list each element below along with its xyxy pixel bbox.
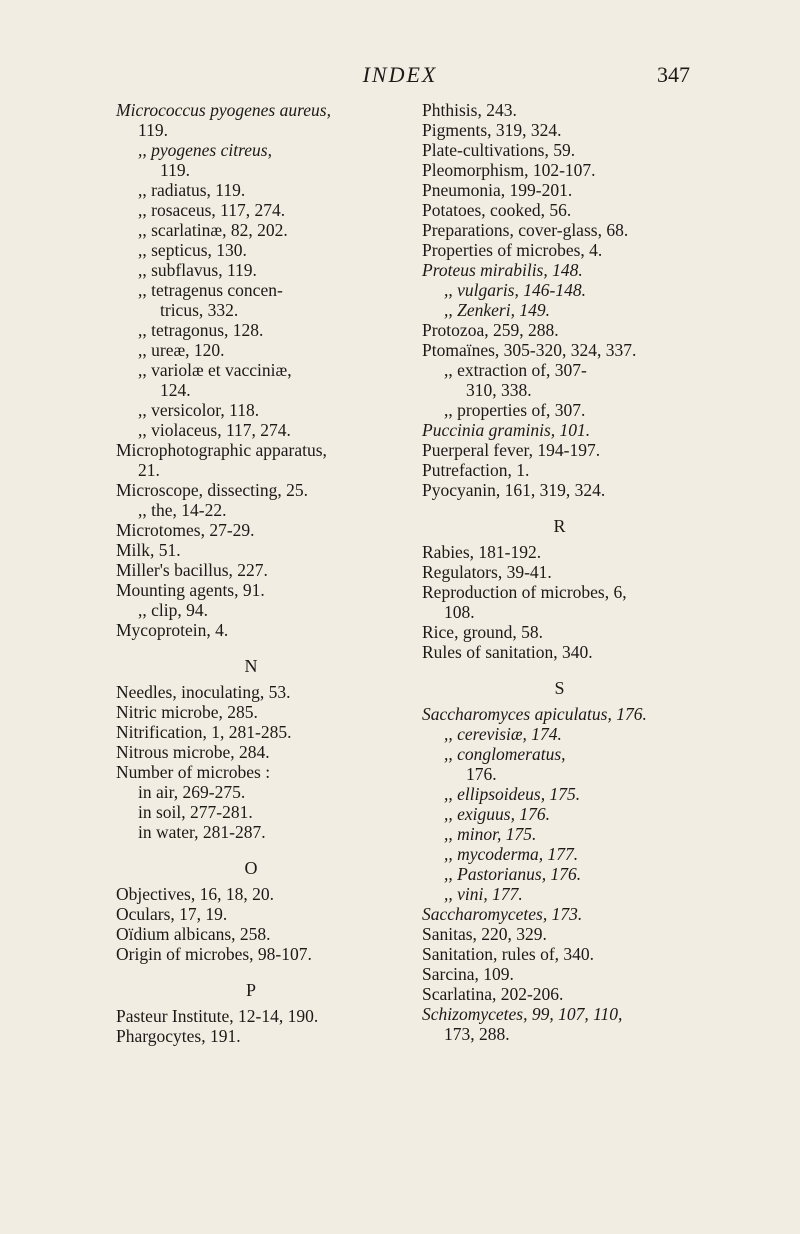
index-entry: Miller's bacillus, 227.	[116, 560, 268, 580]
index-entry: Schizomycetes, 99, 107, 110,	[422, 1004, 623, 1024]
index-entry: Mounting agents, 91.	[116, 580, 265, 600]
index-entry: Saccharomyces apiculatus, 176.	[422, 704, 647, 724]
index-entry: Preparations, cover-glass, 68.	[422, 220, 629, 240]
index-entry: Micrococcus pyogenes aureus,	[116, 100, 331, 120]
index-subentry: ,, properties of, 307.	[444, 400, 586, 420]
index-subentry: ,, extraction of, 307-	[444, 360, 587, 380]
index-entry-continuation: 119.	[138, 120, 168, 140]
index-entry: Putrefaction, 1.	[422, 460, 530, 480]
index-entry: Plate-cultivations, 59.	[422, 140, 576, 160]
index-subentry: ,, clip, 94.	[138, 600, 208, 620]
index-entry: Pigments, 319, 324.	[422, 120, 562, 140]
index-subentry: ,, subflavus, 119.	[138, 260, 257, 280]
index-entry: Saccharomycetes, 173.	[422, 904, 583, 924]
index-subentry: ,, cerevisiæ, 174.	[444, 724, 562, 744]
index-subentry: in air, 269-275.	[138, 782, 246, 802]
index-entry-continuation: 119.	[160, 160, 190, 180]
index-entry: Microtomes, 27-29.	[116, 520, 255, 540]
index-entry: Rules of sanitation, 340.	[422, 642, 593, 662]
page-number: 347	[657, 62, 690, 87]
index-entry: Milk, 51.	[116, 540, 181, 560]
index-subentry: ,, ellipsoideus, 175.	[444, 784, 581, 804]
index-entry: Potatoes, cooked, 56.	[422, 200, 572, 220]
section-letter: O	[244, 858, 258, 878]
index-subentry: ,, ureæ, 120.	[138, 340, 225, 360]
index-entry: Pasteur Institute, 12-14, 190.	[116, 1006, 319, 1026]
index-entry: Phargocytes, 191.	[116, 1026, 241, 1046]
index-entry-continuation: 124.	[160, 380, 191, 400]
index-column-left	[116, 100, 386, 1046]
index-subentry: ,, tetragenus concen-	[138, 280, 283, 300]
index-entry: Regulators, 39-41.	[422, 562, 552, 582]
index-subentry: ,, vulgaris, 146-148.	[444, 280, 586, 300]
index-entry: Needles, inoculating, 53.	[116, 682, 291, 702]
index-entry: Nitrous microbe, 284.	[116, 742, 270, 762]
index-entry-continuation: tricus, 332.	[160, 300, 239, 320]
index-entry: Phthisis, 243.	[422, 100, 517, 120]
index-subentry: ,, rosaceus, 117, 274.	[138, 200, 286, 220]
index-entry: Microphotographic apparatus,	[116, 440, 327, 460]
index-subentry: ,, the, 14-22.	[138, 500, 227, 520]
index-subentry: ,, conglomeratus,	[444, 744, 566, 764]
index-entry: Pleomorphism, 102-107.	[422, 160, 596, 180]
index-subentry: ,, Pastorianus, 176.	[444, 864, 582, 884]
section-letter: R	[553, 516, 566, 536]
index-subentry: ,, mycoderma, 177.	[444, 844, 579, 864]
index-entry: Microscope, dissecting, 25.	[116, 480, 308, 500]
index-subentry: ,, scarlatinæ, 82, 202.	[138, 220, 288, 240]
index-column-right	[422, 100, 697, 1044]
index-entry-continuation: 108.	[444, 602, 475, 622]
index-subentry: ,, exiguus, 176.	[444, 804, 550, 824]
index-subentry: ,, variolæ et vacciniæ,	[138, 360, 292, 380]
index-entry: Oïdium albicans, 258.	[116, 924, 271, 944]
index-entry: Proteus mirabilis, 148.	[422, 260, 583, 280]
index-entry-continuation: 21.	[138, 460, 160, 480]
section-letter: S	[554, 678, 565, 698]
section-letter: N	[244, 656, 258, 676]
index-entry: Sanitas, 220, 329.	[422, 924, 547, 944]
index-entry-continuation: 176.	[466, 764, 497, 784]
section-letter: P	[245, 980, 256, 1000]
index-subentry: ,, vini, 177.	[444, 884, 523, 904]
index-entry: Number of microbes :	[116, 762, 271, 782]
index-entry: Rice, ground, 58.	[422, 622, 544, 642]
index-entry: Puerperal fever, 194-197.	[422, 440, 601, 460]
index-entry: Reproduction of microbes, 6,	[422, 582, 627, 602]
index-entry: Oculars, 17, 19.	[116, 904, 228, 924]
index-entry: Nitric microbe, 285.	[116, 702, 258, 722]
index-subentry: ,, minor, 175.	[444, 824, 537, 844]
index-entry: Sanitation, rules of, 340.	[422, 944, 595, 964]
index-entry-continuation: 173, 288.	[444, 1024, 510, 1044]
index-entry: Pyocyanin, 161, 319, 324.	[422, 480, 606, 500]
index-entry: Ptomaïnes, 305-320, 324, 337.	[422, 340, 637, 360]
running-title: INDEX	[362, 62, 438, 87]
index-entry-continuation: 310, 338.	[466, 380, 532, 400]
page-header	[0, 62, 800, 92]
index-entry: Rabies, 181-192.	[422, 542, 542, 562]
index-subentry: ,, septicus, 130.	[138, 240, 247, 260]
index-subentry: in water, 281-287.	[138, 822, 266, 842]
index-subentry: ,, violaceus, 117, 274.	[138, 420, 291, 440]
index-subentry: ,, versicolor, 118.	[138, 400, 260, 420]
index-subentry: ,, Zenkeri, 149.	[444, 300, 550, 320]
index-subentry: ,, radiatus, 119.	[138, 180, 246, 200]
index-subentry: ,, pyogenes citreus,	[138, 140, 272, 160]
index-subentry: ,, tetragonus, 128.	[138, 320, 264, 340]
index-entry: Nitrification, 1, 281-285.	[116, 722, 292, 742]
index-entry: Properties of microbes, 4.	[422, 240, 603, 260]
index-entry: Objectives, 16, 18, 20.	[116, 884, 274, 904]
index-entry: Protozoa, 259, 288.	[422, 320, 559, 340]
index-entry: Mycoprotein, 4.	[116, 620, 229, 640]
index-entry: Puccinia graminis, 101.	[422, 420, 591, 440]
index-entry: Sarcina, 109.	[422, 964, 514, 984]
index-entry: Origin of microbes, 98-107.	[116, 944, 312, 964]
index-entry: Scarlatina, 202-206.	[422, 984, 564, 1004]
index-subentry: in soil, 277-281.	[138, 802, 253, 822]
index-entry: Pneumonia, 199-201.	[422, 180, 573, 200]
